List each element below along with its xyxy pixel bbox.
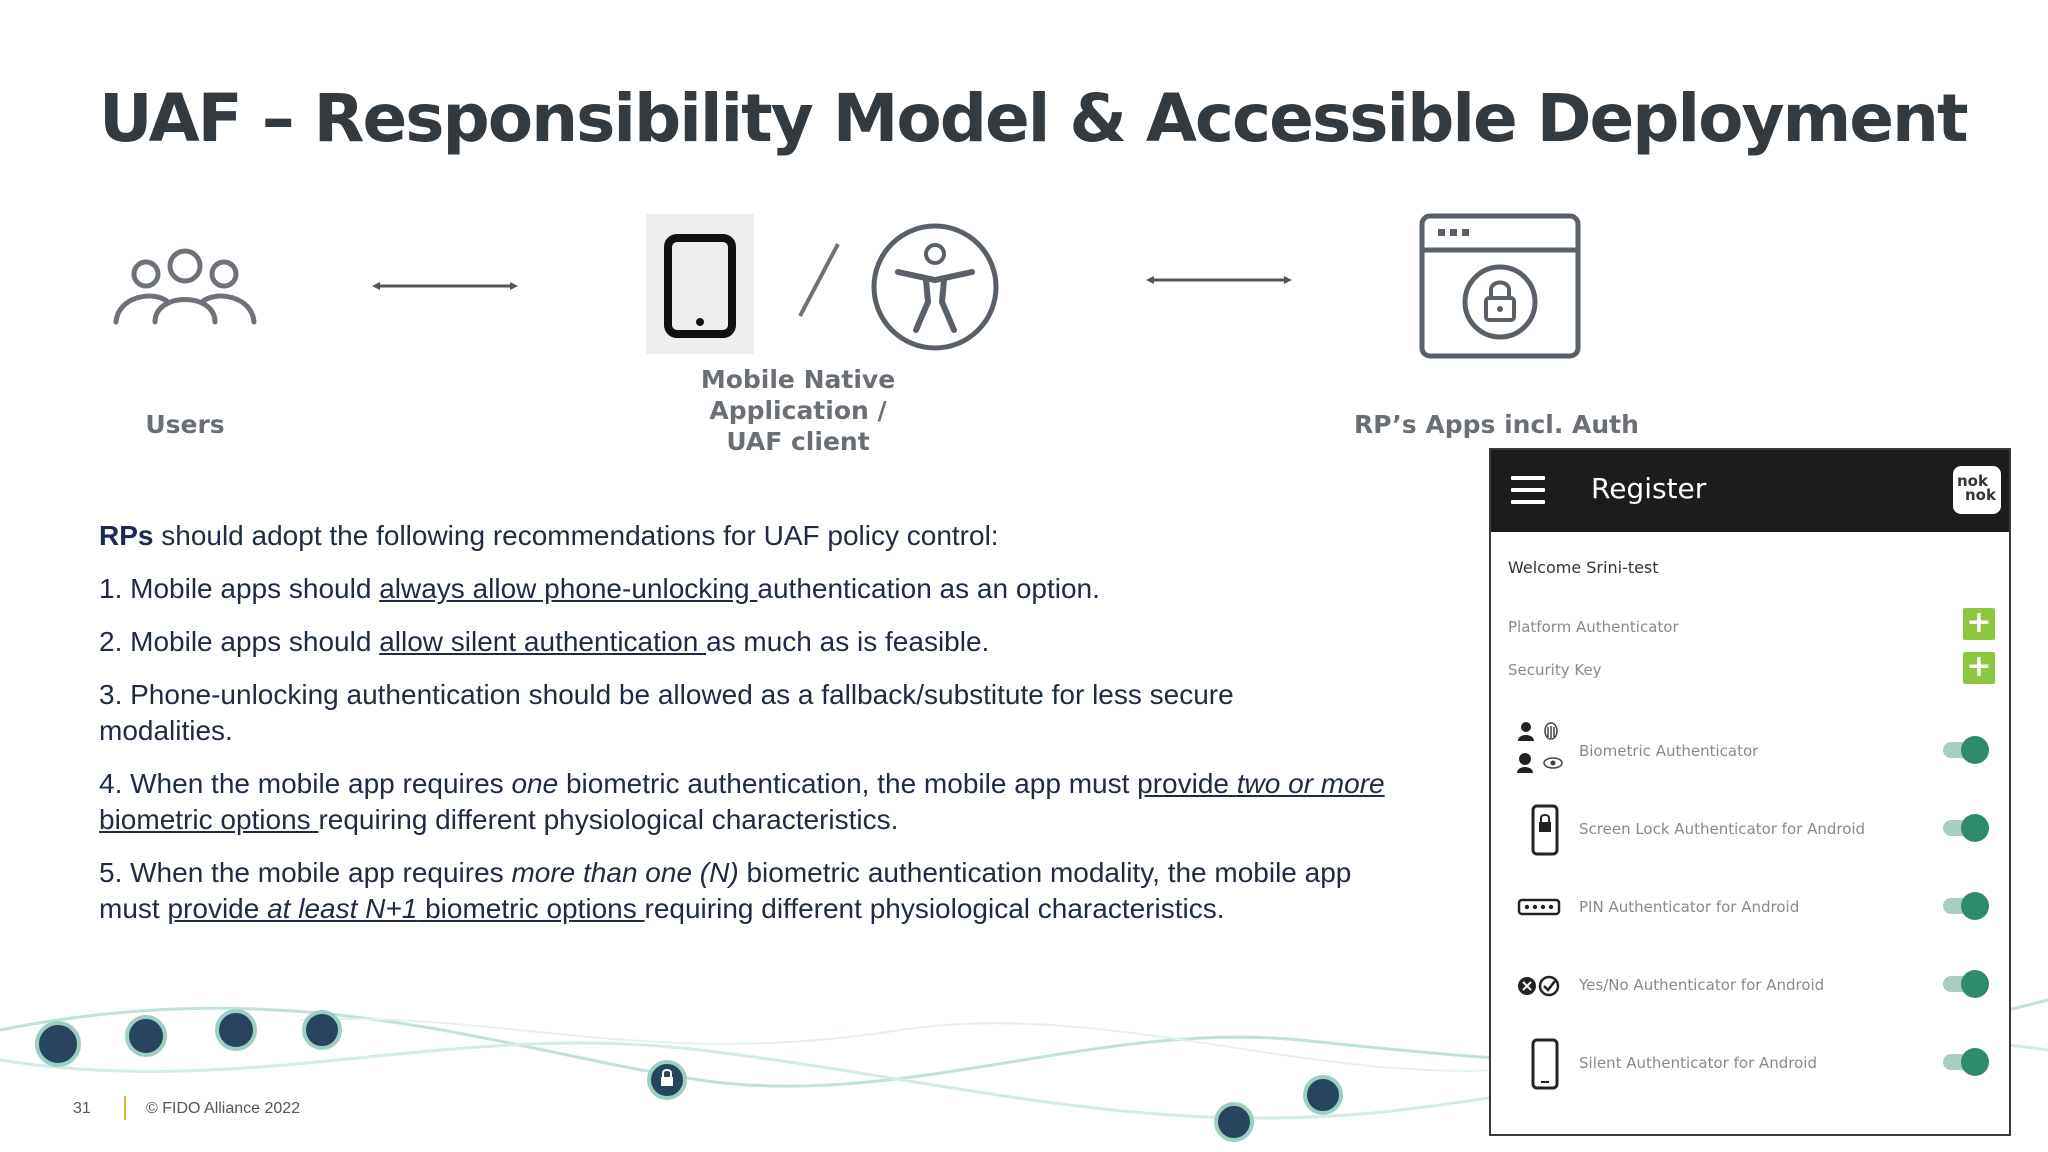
recommendation-3: 3. Phone-unlocking authentication should be allowed as a fallback/substitute for less secure modalities. [99,679,1234,746]
authenticator-row [1491,956,2009,1016]
pin-icon [1515,882,1575,934]
item5-underlined-italic: at least N+1 [267,893,418,924]
item2-text-b: as much as is feasible. [706,626,990,657]
item4-text-a: 4. When the mobile app requires [99,768,512,799]
screen-lock-authenticator-label: Screen Lock Authenticator for Android [1579,820,1866,838]
slide-title: UAF – Responsibility Model & Accessible Deployment [99,80,1967,157]
recommendations-text [99,518,1399,944]
item5-underlined-1: provide [167,893,268,924]
recommendation-1 [99,571,1399,607]
item4-underlined-2: biometric options [99,804,319,835]
authenticator-row [1491,878,2009,938]
double-arrow-icon [1146,270,1292,290]
menu-icon[interactable] [1511,476,1545,504]
biometric-authenticator-label: Biometric Authenticator [1579,742,1759,760]
authenticator-row [1491,800,2009,860]
register-phone-screen [1489,448,2011,1136]
item4-text-c: requiring different physiological characteristics. [318,804,899,835]
item5-text-b: biometric authentication modality, the mobile app must [99,857,1352,924]
screen-lock-authenticator-toggle[interactable] [1941,814,1989,840]
add-platform-authenticator-button[interactable]: + [1963,608,1995,640]
footer-separator [124,1096,126,1120]
intro-rest: should adopt the following recommendations for UAF policy control: [153,520,999,551]
phone-lock-icon [1515,804,1575,856]
slash-divider [794,242,844,318]
item2-underlined: allow silent authentication [379,626,707,657]
authenticator-row [1491,722,2009,782]
client-label-line1: Mobile Native [700,365,896,394]
item4-text-b: biometric authentication, the mobile app must [558,768,1138,799]
rps-bold: RPs [99,520,154,551]
item5-text-a: 5. When the mobile app requires [99,857,512,888]
app-bar [1491,450,2009,532]
noknok-logo [1953,466,2001,514]
item2-text-a: 2. Mobile apps should [99,626,380,657]
client-label [680,364,916,457]
item1-text-a: 1. Mobile apps should [99,573,380,604]
logo-text-1: nok [1957,472,1988,490]
item5-italic: more than one (N) [511,857,739,888]
pin-authenticator-label: PIN Authenticator for Android [1579,898,1800,916]
users-label: Users [145,410,225,439]
recommendation-4 [99,766,1399,838]
browser-lock-icon [1418,212,1582,360]
welcome-text: Welcome Srini-test [1508,558,1659,577]
page-number: 31 [73,1100,91,1117]
logo-text-2: nok [1965,486,1996,504]
yes-no-authenticator-label: Yes/No Authenticator for Android [1579,976,1825,994]
biometric-icon [1515,714,1575,780]
recommendation-2 [99,624,1399,660]
silent-authenticator-toggle[interactable] [1941,1048,1989,1074]
pin-authenticator-toggle[interactable] [1941,892,1989,918]
double-arrow-icon [372,276,518,296]
add-security-key-button[interactable]: + [1963,652,1995,684]
client-label-line3: UAF client [726,427,870,456]
rp-label: RP’s Apps incl. Auth [1354,410,1639,439]
item4-underlined-italic: two or more [1236,768,1385,799]
yes-no-icon [1515,960,1575,1012]
biometric-authenticator-toggle[interactable] [1941,736,1989,762]
wave-dot-icons [37,1011,1341,1140]
smartphone-icon [1515,1038,1575,1090]
register-title: Register [1591,472,1707,505]
item1-underlined: always allow phone-unlocking [379,573,758,604]
security-key-label: Security Key [1508,661,1602,679]
recommendation-5 [99,855,1379,927]
item4-underlined-1: provide [1137,768,1237,799]
item5-text-c: requiring different physiological characteristics. [644,893,1225,924]
intro-paragraph [99,518,1399,554]
client-label-line2: Application / [709,396,887,425]
accessibility-icon [870,222,1000,352]
item1-text-b: authentication as an option. [757,573,1100,604]
item5-underlined-2: biometric options [417,893,645,924]
authenticator-row [1491,1034,2009,1094]
platform-authenticator-label: Platform Authenticator [1508,618,1679,636]
users-icon [112,246,258,326]
silent-authenticator-label: Silent Authenticator for Android [1579,1054,1818,1072]
tablet-icon [646,214,754,354]
yes-no-authenticator-toggle[interactable] [1941,970,1989,996]
item4-italic: one [511,768,559,799]
copyright: © FIDO Alliance 2022 [146,1100,301,1117]
